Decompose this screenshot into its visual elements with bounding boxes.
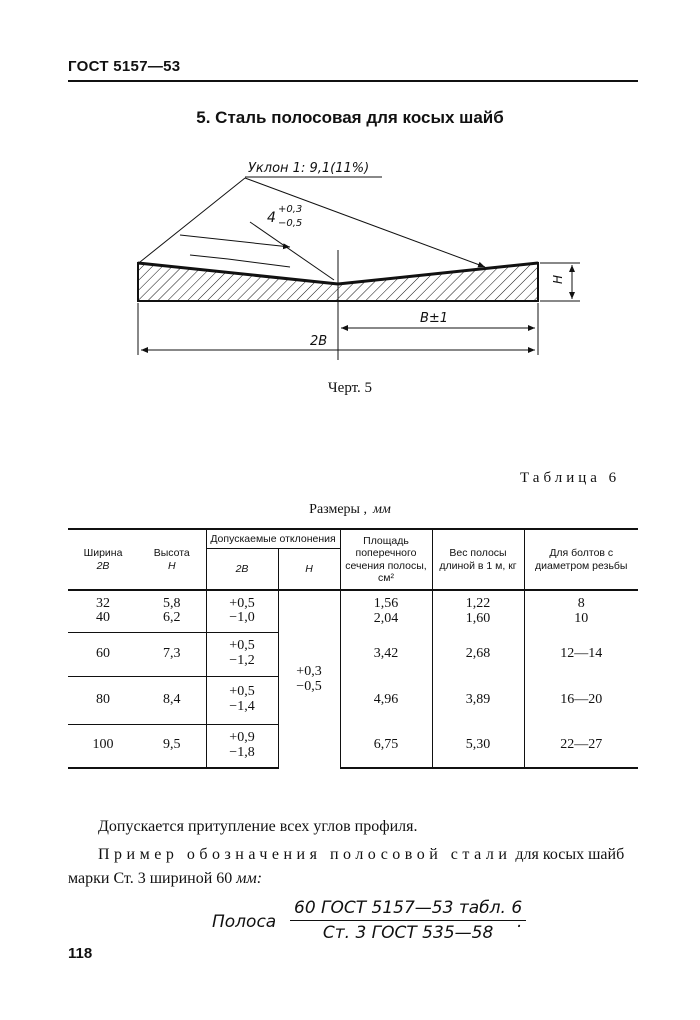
table-subtitle bbox=[0, 502, 700, 518]
dimensions-table bbox=[68, 528, 638, 769]
example-prefix: Пример обозначения полосовой стали bbox=[98, 846, 512, 863]
col-weight: Вес полосы длиной в 1 м, кг bbox=[432, 529, 524, 590]
col-bolts: Для болтов с диаметром резьбы bbox=[524, 529, 638, 590]
section-title: 5. Сталь полосовая для косых шайб bbox=[196, 108, 504, 127]
height-label: H bbox=[551, 274, 565, 284]
document-header: ГОСТ 5157—53 bbox=[68, 58, 181, 75]
col-tolerances: Допускаемые отклонения bbox=[206, 529, 340, 549]
formula-end: . bbox=[517, 912, 523, 932]
table-row: 32 40 5,8 6,2 +0,5 −1,0 +0,3 −0,5 1,56 2,04 1,22 1,60 8 10 bbox=[68, 590, 638, 632]
formula-word: Полоса bbox=[212, 912, 277, 932]
table-row: 80 8,4 +0,5 −1,4 4,96 3,89 16—20 bbox=[68, 676, 638, 724]
formula-numerator: 60 ГОСТ 5157—53 табл. 6 bbox=[294, 898, 523, 918]
formula-denominator: Ст. 3 ГОСТ 535—58 bbox=[290, 920, 526, 943]
col-area: Площадь поперечного сечения полосы, см² bbox=[340, 529, 432, 590]
thickness-tol-lower: −0,5 bbox=[278, 218, 303, 229]
example-unit: мм: bbox=[236, 870, 263, 887]
table-row: 100 9,5 +0,9 −1,8 6,75 5,30 22—27 bbox=[68, 724, 638, 768]
formula-fraction bbox=[290, 898, 526, 943]
col-width: Ширина 2B bbox=[68, 529, 138, 590]
header-rule bbox=[68, 80, 638, 82]
example-text: для косых шайб марки Ст. 3 шириной 60 bbox=[68, 846, 625, 887]
col-tol-2b: 2B bbox=[206, 549, 278, 591]
thickness-label: 4 bbox=[267, 210, 276, 226]
table-row: 60 7,3 +0,5 −1,2 3,42 2,68 12—14 bbox=[68, 632, 638, 676]
figure-caption: Черт. 5 bbox=[327, 380, 373, 396]
table-subtitle-text: Размеры , bbox=[309, 502, 367, 517]
page-number: 118 bbox=[68, 945, 93, 962]
slope-label: Уклон 1: 9,1(11%) bbox=[248, 161, 370, 176]
full-width-label: 2B bbox=[310, 334, 328, 349]
col-tol-h: H bbox=[278, 549, 340, 591]
h-tolerance-cell: +0,3 −0,5 bbox=[278, 590, 340, 768]
example-paragraph bbox=[68, 843, 640, 891]
profile-drawing bbox=[120, 150, 590, 365]
note-paragraph: Допускается притупление всех углов профиля. bbox=[98, 818, 418, 835]
thickness-tol-upper: +0,3 bbox=[278, 204, 303, 215]
table-label: Таблица 6 bbox=[520, 470, 621, 486]
col-height: Высота H bbox=[138, 529, 206, 590]
half-width-label: B±1 bbox=[420, 311, 449, 326]
table-subtitle-unit: мм bbox=[372, 502, 391, 517]
slope-leader bbox=[140, 178, 245, 262]
